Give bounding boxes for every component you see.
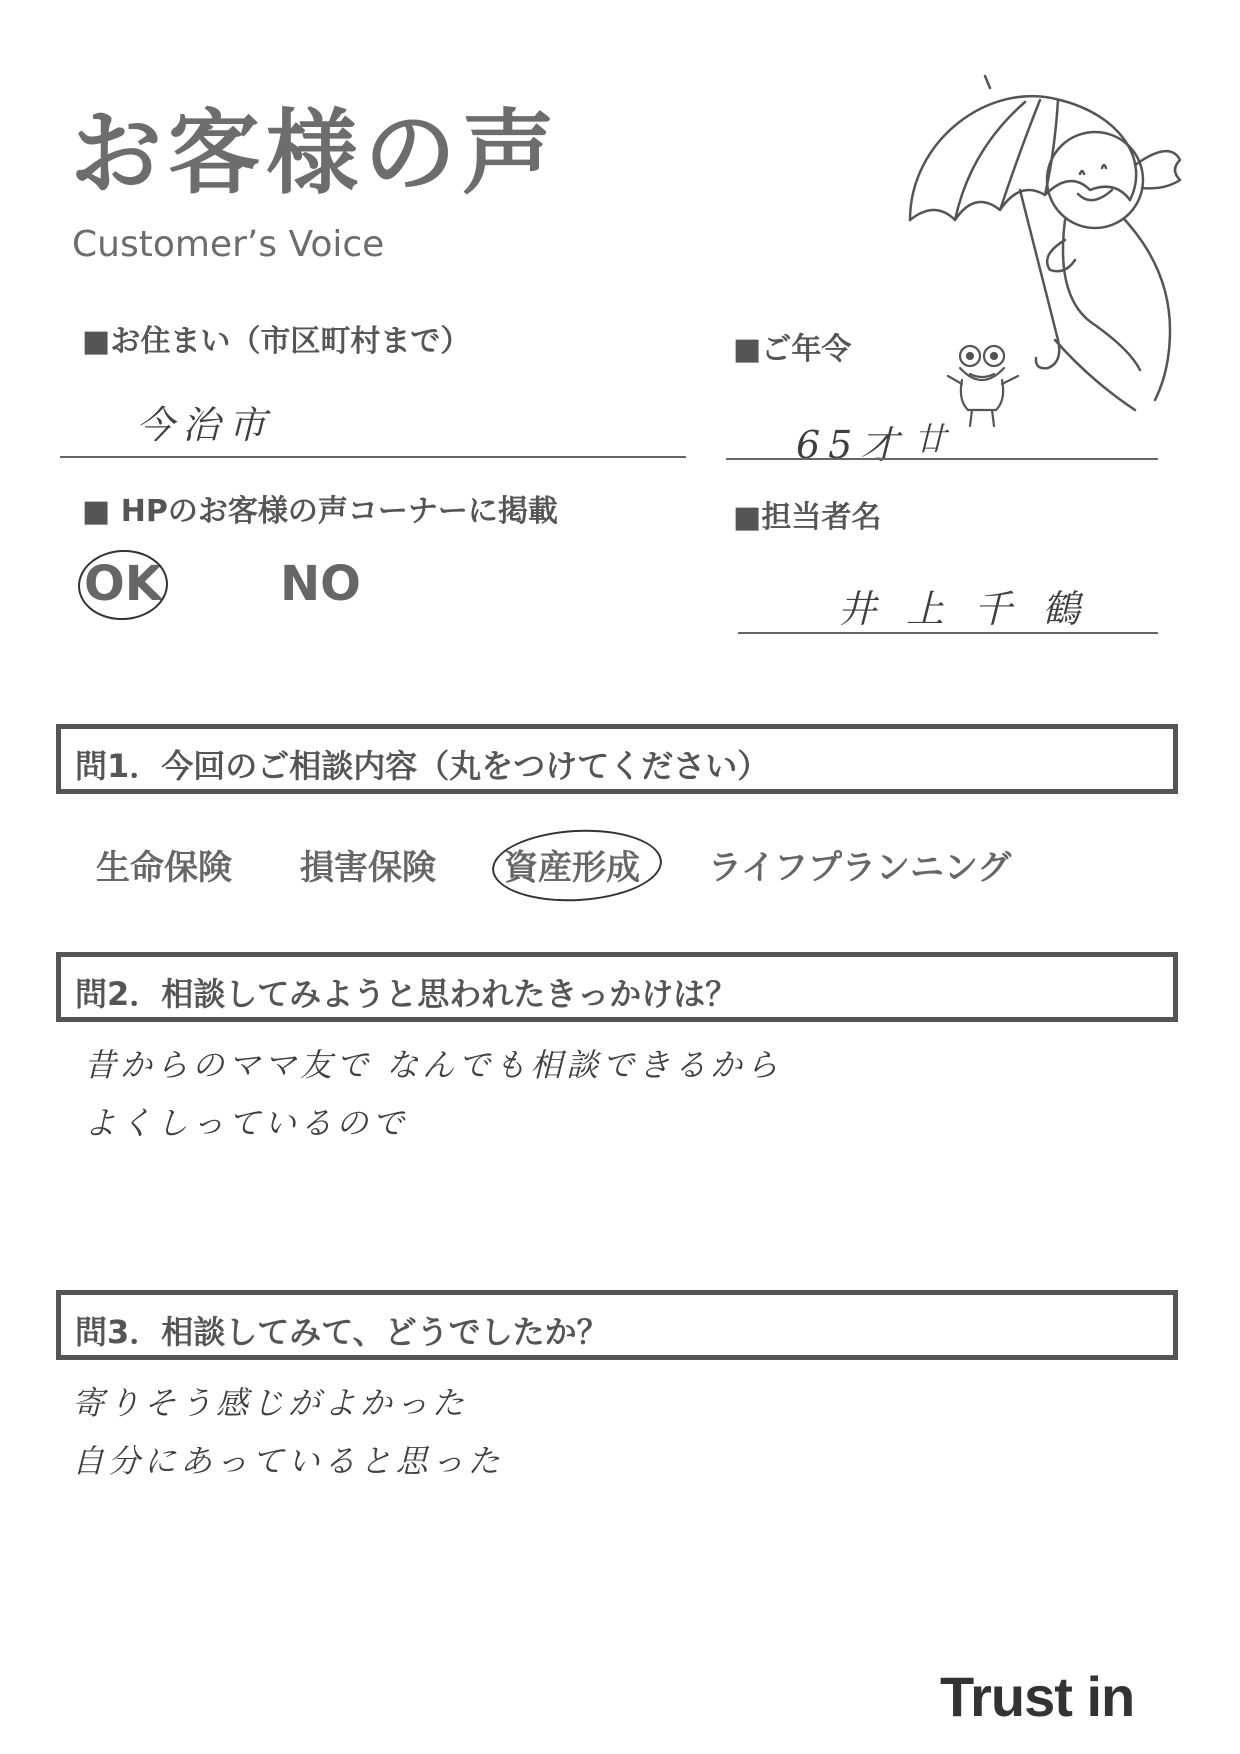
age-value: 65才 [796, 423, 907, 467]
frog-illustration [942, 340, 1026, 430]
q3-answer-line-1: 寄りそう感じがよかった [72, 1384, 469, 1422]
logo-text: Trust in [940, 1666, 1135, 1726]
q2-answer-line-1: 昔からのママ友で なんでも相談できるから [84, 1046, 783, 1084]
q1-option-property-insurance[interactable]: 損害保険 [300, 848, 436, 888]
residence-value: 今治市 [136, 403, 275, 447]
hp-consent-label: ■ HPのお客様の声コーナーに掲載 [82, 494, 558, 529]
residence-label: ■お住まい（市区町村まで） [82, 324, 471, 359]
page-subtitle: Customer’s Voice [72, 224, 385, 265]
age-mark: 廿 [914, 420, 955, 458]
staff-value: 井上千鶴 [838, 587, 1111, 631]
q2-label: 問2．相談してみようと思われたきっかけは？ [75, 975, 738, 1013]
q1-label: 問1．今回のご相談内容（丸をつけてください） [75, 747, 770, 785]
hp-consent-options [84, 556, 361, 612]
q1-box [56, 724, 1178, 794]
age-rule [726, 458, 1158, 460]
q2-box [56, 952, 1178, 1022]
q3-label: 問3．相談してみて、どうでしたか？ [75, 1313, 609, 1351]
staff-label: ■担当者名 [733, 500, 882, 535]
q1-options [96, 840, 1011, 889]
q1-option-life-planning[interactable]: ライフプランニング [708, 848, 1012, 888]
q3-answer-line-2: 自分にあっていると思った [72, 1442, 504, 1480]
page-title: お客様の声 [70, 100, 561, 207]
hp-option-no[interactable]: NO [280, 556, 361, 612]
q3-box [56, 1290, 1178, 1360]
hp-option-ok[interactable]: OK [84, 556, 162, 612]
q1-option-asset-building[interactable]: 資産形成 [504, 840, 640, 889]
age-label: ■ご年令 [733, 332, 852, 367]
trust-in-logo [940, 1666, 1162, 1726]
residence-rule [60, 456, 686, 458]
q2-answer-line-2: よくしっているので [84, 1104, 409, 1142]
staff-rule [738, 632, 1158, 634]
q1-option-life-insurance[interactable]: 生命保険 [96, 848, 232, 888]
umbrella-mascot-illustration [880, 70, 1200, 430]
